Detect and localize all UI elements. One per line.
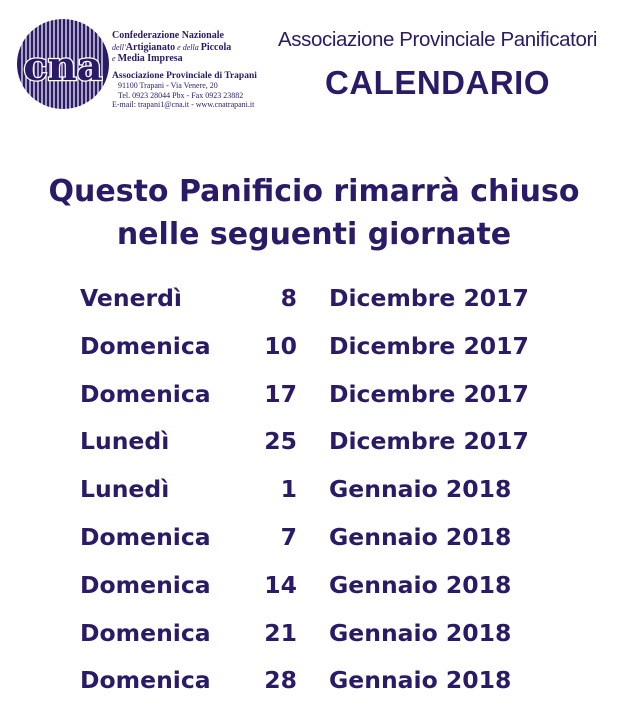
closure-date-number: 28	[264, 666, 297, 695]
closure-month-year: Gennaio 2018	[329, 618, 512, 647]
closure-date-number: 25	[264, 427, 297, 456]
closure-date-number: 7	[280, 522, 297, 551]
closure-row	[80, 666, 600, 714]
closure-row	[80, 619, 600, 667]
closure-date-number: 21	[264, 618, 297, 647]
org-info	[112, 30, 272, 109]
org-phone: Tel. 0923 28044 Pbx - Fax 0923 23882	[118, 90, 244, 100]
notice-title-line2: nelle seguenti giornate	[116, 217, 512, 252]
closure-row	[80, 380, 600, 428]
closure-row	[80, 523, 600, 571]
cna-logo	[16, 18, 110, 110]
org-email: E-mail: trapani1@cna.it - www.cnatrapani.it	[112, 99, 255, 109]
org-address: 91100 Trapani - Via Venere, 20	[118, 81, 218, 91]
closure-month-year: Dicembre 2017	[329, 284, 529, 312]
closure-date-number: 1	[280, 475, 297, 504]
closure-list	[80, 284, 600, 714]
closure-day: Domenica	[80, 331, 211, 360]
closure-month-year: Gennaio 2018	[329, 475, 512, 504]
org-name-line3: e Media Impresa	[112, 53, 183, 64]
closure-day: Domenica	[80, 379, 211, 408]
closure-row	[80, 332, 600, 380]
org-assoc: Associazione Provinciale di Trapani	[112, 70, 257, 81]
closure-date-number: 8	[280, 284, 297, 312]
closure-row	[80, 427, 600, 475]
closure-day: Lunedì	[80, 427, 170, 456]
closure-row	[80, 475, 600, 523]
closure-day: Domenica	[80, 618, 211, 647]
closure-month-year: Gennaio 2018	[329, 570, 512, 599]
org-name-line1: Confederazione Nazionale	[112, 30, 224, 41]
notice-title	[0, 170, 628, 256]
closure-month-year: Gennaio 2018	[329, 666, 512, 695]
closure-date-number: 17	[264, 379, 297, 408]
closure-month-year: Dicembre 2017	[329, 427, 529, 456]
closure-month-year: Gennaio 2018	[329, 522, 512, 551]
closure-day: Domenica	[80, 522, 211, 551]
closure-day: Domenica	[80, 666, 211, 695]
svg-text:cna: cna	[23, 43, 103, 90]
closure-month-year: Dicembre 2017	[329, 379, 529, 408]
closure-date-number: 10	[264, 331, 297, 360]
header-association: Associazione Provinciale Panificatori	[278, 28, 598, 51]
closure-day: Lunedì	[80, 475, 170, 504]
closure-row	[80, 284, 600, 332]
notice-title-line1: Questo Panificio rimarrà chiuso	[48, 174, 580, 209]
closure-date-number: 14	[264, 570, 297, 599]
cna-logo-icon	[16, 18, 110, 110]
header-calendar: CALENDARIO	[325, 64, 550, 101]
closure-month-year: Dicembre 2017	[329, 331, 529, 360]
closure-day: Venerdì	[80, 284, 182, 312]
org-name-line2: dell'Artigianato e della Piccola	[112, 41, 232, 53]
closure-day: Domenica	[80, 570, 211, 599]
closure-row	[80, 571, 600, 619]
